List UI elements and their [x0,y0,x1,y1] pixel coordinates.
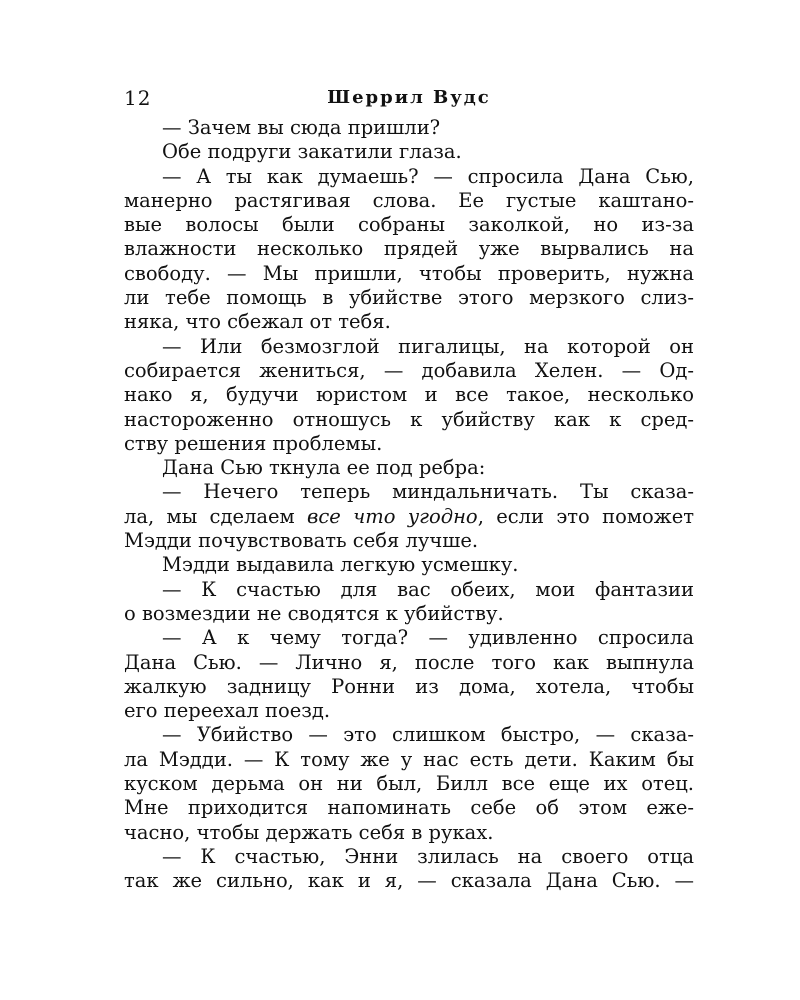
text-line: Мэдди почувствовать себя лучше. [124,529,479,553]
text-line: Дана Сью. — Лично я, после того как выпнула [124,650,694,674]
text-line: собирается жениться, — добавила Хелен. — Од- [124,358,694,382]
text-line: Мэдди выдавила легкую усмешку. [162,553,519,577]
text-line: — Зачем вы сюда пришли? [162,116,441,139]
text-line: ли тебе помощь в убийстве этого мерзкого слиз- [124,286,694,310]
text-line: его переехал поезд. [124,699,331,723]
text-line: влажности несколько прядей уже вырвались на [124,237,694,261]
emphasized-text: все что угодно [307,504,478,528]
text-line: — К счастью для вас обеих, мои фантазии [162,577,694,601]
text-line: вые волосы были собраны заколкой, но из-за [124,213,694,237]
text-span: , если это поможет [477,504,695,528]
book-page [124,84,694,894]
text-line: о возмездии не сводятся к убийству. [124,601,504,625]
text-line: — А к чему тогда? — удивленно спросила [162,626,694,650]
text-line: нако я, будучи юристом и все такое, несколько [124,383,694,407]
text-line: няка, что сбежал от тебя. [124,310,391,334]
text-line: так же сильно, как и я, — сказала Дана Сью. — [124,869,694,893]
text-line: — К счастью, Энни злилась на своего отца [162,844,694,868]
text-line: Дана Сью ткнула ее под ребра: [162,456,486,480]
text-line: часно, чтобы держать себя в руках. [124,820,494,844]
running-header [124,84,694,112]
text-line: свободу. — Мы пришли, чтобы проверить, нужна [124,261,694,285]
text-line: Мне приходится напоминать себе об этом еже- [124,796,694,820]
page-number: 12 [124,86,152,110]
text-line: — Убийство — это слишком быстро, — сказа- [162,723,694,747]
text-line: настороженно отношусь к убийству как к сред- [124,407,694,431]
text-line: жалкую задницу Ронни из дома, хотела, чтобы [124,674,694,698]
text-line: — А ты как думаешь? — спросила Дана Сью, [162,164,694,188]
text-line: ству решения проблемы. [124,431,383,455]
text-line: Обе подруги закатили глаза. [162,140,462,164]
running-title: Шеррил Вудс [327,87,491,108]
text-line: манерно растягивая слова. Ее густые каштано- [124,188,694,212]
text-line: — Или безмозглой пигалицы, на которой он [162,334,694,358]
text-span: ла, мы сделаем [124,504,308,528]
text-line: ла Мэдди. — К тому же у нас есть дети. Каким бы [124,747,694,771]
text-line: — Нечего теперь миндальничать. Ты сказа- [162,480,694,504]
text-line [124,505,694,529]
text-line: куском дерьма он ни был, Билл все еще их отец. [124,772,694,796]
body-text [124,116,694,894]
